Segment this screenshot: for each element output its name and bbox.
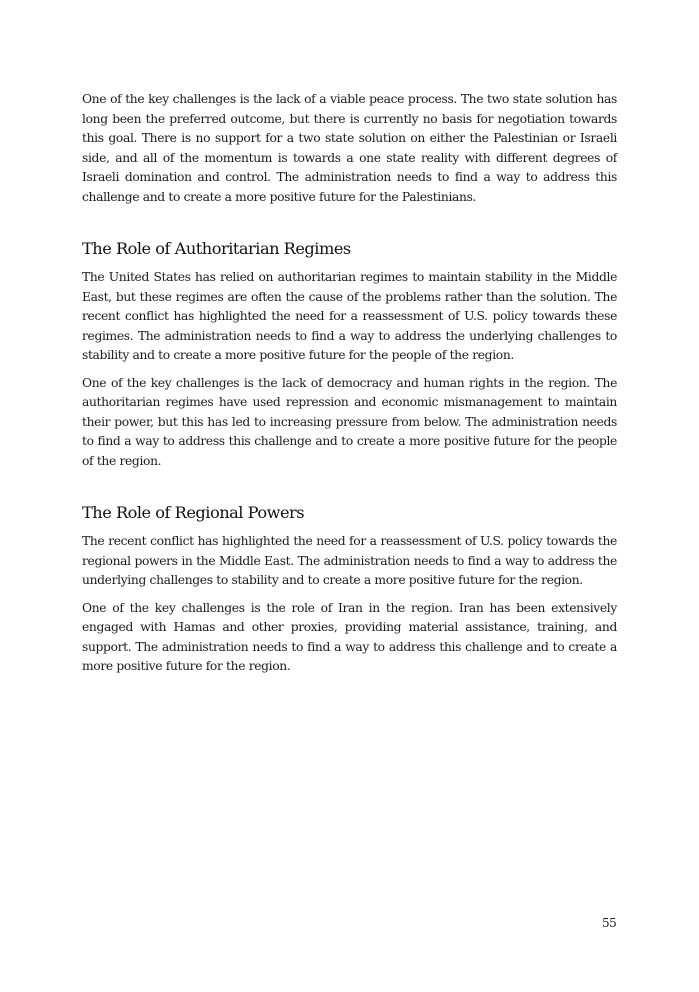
intro-paragraph: One of the key challenges is the lack of a viable peace process. The two state solution has long been the preferred outcome, but there is currently no basis for negotiation towards this goal. There is no support for a two state solution on either the Palestinian or Israeli side, and all of the momentum is towards a one state reality with different degrees of Israeli domination and control. The administration needs to find a way to address this challenge and to create a more positive future for the Palestinians. <box>82 92 617 204</box>
paragraph: One of the key challenges is the role of Iran in the region. Iran has been extensively engaged with Hamas and other proxies, providing material assistance, training, and support. The administration needs to find a way to address this challenge and to create a more positive future for the region. <box>82 600 617 673</box>
section-heading-authoritarian-regimes: The Role of Authoritarian Regimes <box>82 239 351 258</box>
section-heading-regional-powers: The Role of Regional Powers <box>82 503 305 522</box>
paragraph: The United States has relied on authoritarian regimes to maintain stability in the Middle East, but these regimes are often the cause of the problems rather than the solution. The recent conflict has highlighted the need for a reassessment of U.S. policy towards these regimes. The administration needs to find a way to address the underlying challenges to stability and to create a more positive future for the people of the region. <box>82 270 617 362</box>
page-number: 55 <box>602 916 617 930</box>
document-page <box>82 90 617 677</box>
paragraph: One of the key challenges is the lack of democracy and human rights in the region. The authoritarian regimes have used repression and economic mismanagement to maintain their power, but this has led to increasing pressure from below. The administration needs to find a way to address this challenge and to create a more positive future for the people of the region. <box>82 375 617 468</box>
paragraph: The recent conflict has highlighted the need for a reassessment of U.S. policy towards the regional powers in the Middle East. The administration needs to find a way to address the underlying challenges to stability and to create a more positive future for the region. <box>82 534 617 587</box>
